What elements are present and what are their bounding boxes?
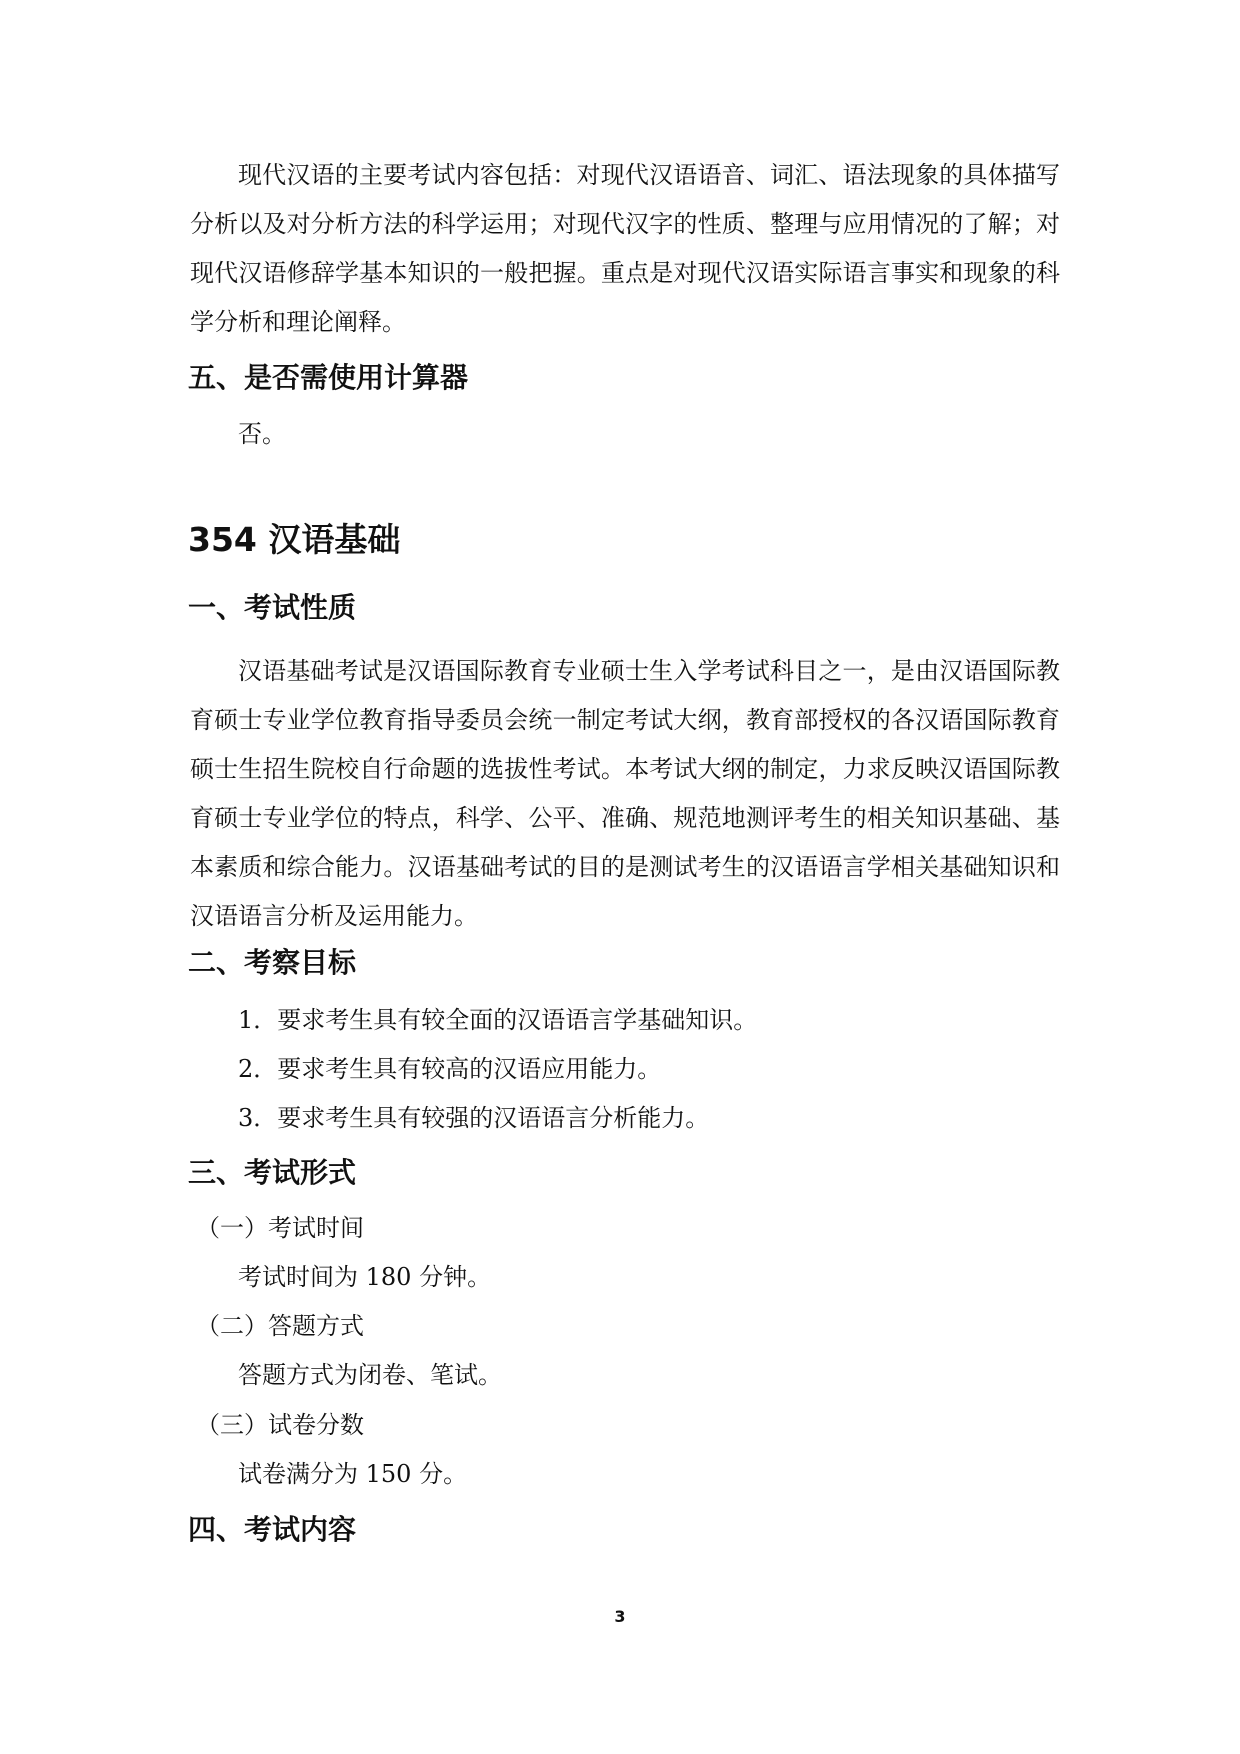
- section1-paragraph: 汉语基础考试是汉语国际教育专业硕士生入学考试科目之一，是由汉语国际教育硕士专业学位教育指导委员会统一制定考试大纲，教育部授权的各汉语国际教育硕士生招生院校自行命题的选拔性考试。本考试大纲的制定，力求反映汉语国际教育硕士专业学位的特点，科学、公平、准确、规范地测评考生的相关知识基础、基本素质和综合能力。汉语基础考试的目的是测试考生的汉语语言学相关基础知识和汉语语言分析及运用能力。: [190, 657, 1060, 930]
- section5-heading: 五、是否需使用计算器: [188, 361, 469, 394]
- paper-score-text: 试卷满分为 150 分。: [238, 1460, 468, 1488]
- paper-score-subheading: （三）试卷分数: [196, 1411, 364, 1439]
- exam-time-text: 考试时间为 180 分钟。: [238, 1263, 492, 1291]
- objective-item-1: 1．要求考生具有较全面的汉语语言学基础知识。: [238, 1006, 758, 1034]
- objective-item-2: 2．要求考生具有较高的汉语应用能力。: [238, 1055, 662, 1083]
- exam-time-subheading: （一）考试时间: [196, 1214, 364, 1242]
- page-number: 3: [614, 1607, 626, 1626]
- section5-answer: 否。: [238, 420, 286, 448]
- section1-heading: 一、考试性质: [188, 591, 357, 624]
- answer-method-subheading: （二）答题方式: [196, 1312, 364, 1340]
- objective-item-3: 3．要求考生具有较强的汉语语言分析能力。: [238, 1104, 710, 1132]
- answer-method-text: 答题方式为闭卷、笔试。: [238, 1361, 502, 1389]
- subject-title: 354 汉语基础: [188, 520, 401, 559]
- section2-heading: 二、考察目标: [188, 946, 357, 979]
- section3-heading: 三、考试形式: [188, 1156, 357, 1189]
- section4-heading: 四、考试内容: [188, 1513, 357, 1546]
- intro-paragraph: 现代汉语的主要考试内容包括：对现代汉语语音、词汇、语法现象的具体描写分析以及对分析方法的科学运用；对现代汉字的性质、整理与应用情况的了解；对现代汉语修辞学基本知识的一般把握。重点是对现代汉语实际语言事实和现象的科学分析和理论阐释。: [190, 161, 1060, 336]
